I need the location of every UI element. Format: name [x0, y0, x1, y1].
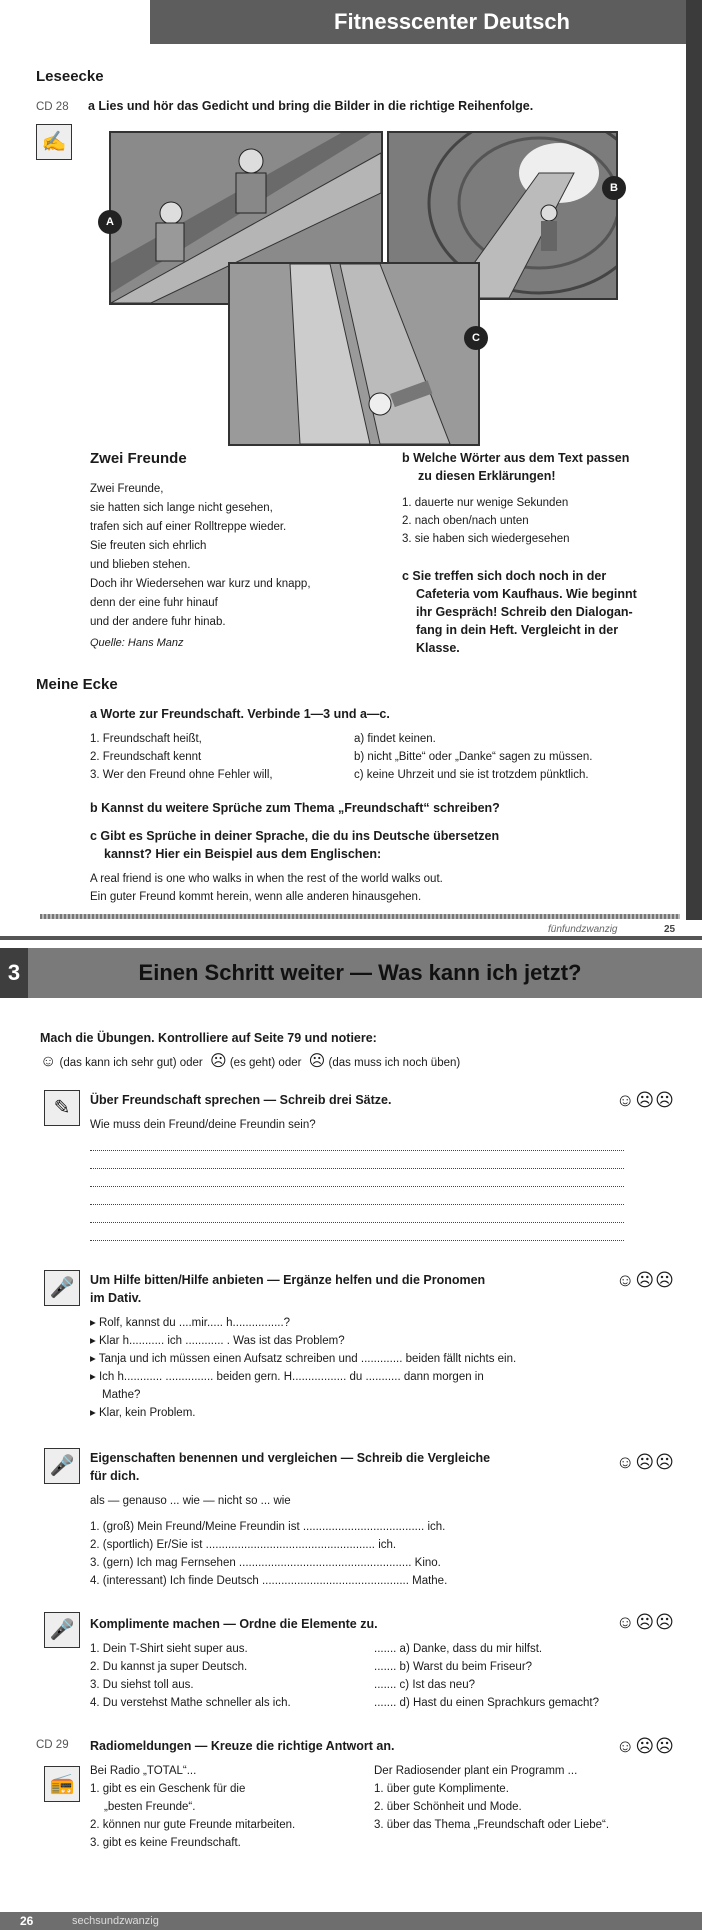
s4-left-2: 2. Du kannst ja super Deutsch.	[90, 1661, 248, 1673]
s4-right-b: ....... b) Warst du beim Friseur?	[374, 1661, 533, 1673]
writing-icon: ✎	[44, 1090, 80, 1126]
poem-title: Zwei Freunde	[90, 450, 187, 467]
proverb-right-b: b) nicht „Bitte“ oder „Danke“ sagen zu müssen.	[354, 751, 593, 763]
example-english: A real friend is one who walks in when the rest of the world walks out.	[90, 873, 443, 885]
meine-ecke-task-b: b Kannst du weitere Sprüche zum Thema „Freundschaft“ schreiben?	[90, 801, 500, 815]
poem-line-3: trafen sich auf einer Rolltreppe wieder.	[90, 521, 287, 533]
s5-left-1: 1. gibt es ein Geschenk für die	[90, 1783, 246, 1795]
s5-right-1: 1. über gute Komplimente.	[374, 1783, 509, 1795]
answer-line-2[interactable]	[90, 1168, 624, 1169]
microphone-icon: 🎤	[44, 1448, 80, 1484]
s4-left-1: 1. Dein T-Shirt sieht super aus.	[90, 1643, 248, 1655]
proverb-right-c: c) keine Uhrzeit und sie ist trotzdem pünktlich.	[354, 769, 589, 781]
s2-line-2: ▸ Klar h........... ich ............ . Was ist das Problem?	[90, 1335, 345, 1347]
s3-title-1: Eigenschaften benennen und vergleichen — Schreib die Vergleiche	[90, 1451, 491, 1465]
s4-left-4: 4. Du verstehst Mathe schneller als ich.	[90, 1697, 291, 1709]
answer-line-4[interactable]	[90, 1204, 624, 1205]
page2-intro: Mach die Übungen. Kontrolliere auf Seite 79 und notiere:	[40, 1031, 377, 1045]
image-label-c: C	[464, 326, 488, 350]
reading-icon: ✍	[36, 124, 72, 160]
s3-smiley-checkboxes[interactable]: ☺☹☹	[616, 1452, 675, 1472]
s3-line-3: 3. (gern) Ich mag Fernsehen ...................................................... Kino.	[90, 1557, 441, 1569]
poem-line-4: Sie freuten sich ehrlich	[90, 540, 207, 552]
task-b-item-2: 2. nach oben/nach unten	[402, 515, 529, 527]
answer-line-1[interactable]	[90, 1150, 624, 1151]
s1-question: Wie muss dein Freund/deine Freundin sein?	[90, 1119, 316, 1131]
legend-bad: (das muss ich noch üben)	[328, 1057, 461, 1069]
s2-line-5: Mathe?	[102, 1389, 141, 1401]
section-title-leseecke: Leseecke	[36, 68, 104, 85]
s4-right-c: ....... c) Ist das neu?	[374, 1679, 475, 1691]
s2-line-6: ▸ Klar, kein Problem.	[90, 1407, 196, 1419]
s2-line-4: ▸ Ich h............ ............... beiden gern. H................. du ........... dann morgen in	[90, 1371, 484, 1383]
poem-source: Quelle: Hans Manz	[90, 637, 184, 649]
s3-hint: als — genauso ... wie — nicht so ... wie	[90, 1495, 291, 1507]
smiley-good-icon: ☺	[40, 1053, 57, 1070]
s1-title: Über Freundschaft sprechen — Schreib drei Sätze.	[90, 1093, 392, 1107]
s5-left-2: 2. können nur gute Freunde mitarbeiten.	[90, 1819, 296, 1831]
proverb-left-1: 1. Freundschaft heißt,	[90, 733, 202, 745]
proverb-left-2: 2. Freundschaft kennt	[90, 751, 202, 763]
s5-right-2: 2. über Schönheit und Mode.	[374, 1801, 522, 1813]
task-b-heading-2: zu diesen Erklärungen!	[418, 469, 556, 483]
s5-left-3: 3. gibt es keine Freundschaft.	[90, 1837, 241, 1849]
s5-left-1b: „besten Freunde“.	[104, 1801, 196, 1813]
poem-line-7: denn der eine fuhr hinauf	[90, 597, 218, 609]
page2-footer-num: 26	[20, 1914, 34, 1928]
task-b-item-3: 3. sie haben sich wiedergesehen	[402, 533, 570, 545]
answer-line-3[interactable]	[90, 1186, 624, 1187]
task-b-heading-1: b Welche Wörter aus dem Text passen	[402, 451, 630, 465]
example-german: Ein guter Freund kommt herein, wenn alle anderen hinausgehen.	[90, 891, 422, 903]
s2-line-3: ▸ Tanja und ich müssen einen Aufsatz schreiben und ............. beiden fällt nichts ein.	[90, 1353, 517, 1365]
s2-title-1: Um Hilfe bitten/Hilfe anbieten — Ergänze helfen und die Pronomen	[90, 1273, 486, 1287]
s5-smiley-checkboxes[interactable]: ☺☹☹	[616, 1736, 675, 1756]
poem-line-1: Zwei Freunde,	[90, 483, 164, 495]
legend-good: (das kann ich sehr gut) oder	[59, 1057, 203, 1069]
section-title-meine-ecke: Meine Ecke	[36, 676, 118, 693]
meine-ecke-task-c-1: c Gibt es Sprüche in deiner Sprache, die du ins Deutsche übersetzen	[90, 829, 500, 843]
s2-smiley-checkboxes[interactable]: ☺☹☹	[616, 1270, 675, 1290]
task-c-line-1: c Sie treffen sich doch noch in der	[402, 569, 607, 583]
smiley-bad-icon: ☹	[308, 1053, 326, 1070]
s4-right-d: ....... d) Hast du einen Sprachkurs gemacht?	[374, 1697, 600, 1709]
s4-smiley-checkboxes[interactable]: ☺☹☹	[616, 1612, 675, 1632]
meine-ecke-task-c-2: kannst? Hier ein Beispiel aus dem Englischen:	[104, 847, 382, 861]
s3-line-2: 2. (sportlich) Er/Sie ist ..................................................... ich.	[90, 1539, 397, 1551]
chapter-title: Einen Schritt weiter — Was kann ich jetzt?	[138, 960, 582, 985]
poem-line-2: sie hatten sich lange nicht gesehen,	[90, 502, 273, 514]
cd-label-29: CD 29	[36, 1739, 69, 1751]
meine-ecke-task-a: a Worte zur Freundschaft. Verbinde 1—3 und a—c.	[90, 707, 390, 721]
poem-line-6: Doch ihr Wiedersehen war kurz und knapp,	[90, 578, 311, 590]
image-label-a: A	[98, 210, 122, 234]
illustration-c	[228, 262, 480, 446]
radio-icon: 📻	[44, 1766, 80, 1802]
task-c-line-5: Klasse.	[416, 641, 460, 655]
s5-right-head: Der Radiosender plant ein Programm ...	[374, 1765, 578, 1777]
task-b-item-1: 1. dauerte nur wenige Sekunden	[402, 497, 569, 509]
s5-title: Radiomeldungen — Kreuze die richtige Antwort an.	[90, 1739, 395, 1753]
s3-title-2: für dich.	[90, 1469, 140, 1483]
s2-title-2: im Dativ.	[90, 1291, 142, 1305]
poem-line-8: und der andere fuhr hinab.	[90, 616, 226, 628]
answer-line-5[interactable]	[90, 1222, 624, 1223]
task-c-line-3: ihr Gespräch! Schreib den Dialogan-	[416, 605, 633, 619]
task-c-line-2: Cafeteria vom Kaufhaus. Wie beginnt	[416, 587, 637, 601]
s4-right-a: ....... a) Danke, dass du mir hilfst.	[374, 1643, 543, 1655]
proverb-right-a: a) findet keinen.	[354, 733, 436, 745]
instruction-a: a Lies und hör das Gedicht und bring die Bilder in die richtige Reihenfolge.	[88, 99, 534, 113]
s1-smiley-checkboxes[interactable]: ☺☹☹	[616, 1090, 675, 1110]
page-header-title: Fitnesscenter Deutsch	[334, 9, 570, 34]
page-edge-shadow	[686, 0, 702, 920]
page1-footer-num: 25	[664, 924, 676, 935]
s3-line-4: 4. (interessant) Ich finde Deutsch .............................................. Mathe.	[90, 1575, 448, 1587]
s3-line-1: 1. (groß) Mein Freund/Meine Freundin ist ...................................... ich.	[90, 1521, 446, 1533]
task-c-line-4: fang in dein Heft. Vergleicht in der	[416, 623, 619, 637]
s4-left-3: 3. Du siehst toll aus.	[90, 1679, 194, 1691]
page-divider	[0, 936, 702, 940]
legend-mid: (es geht) oder	[229, 1057, 302, 1069]
microphone-icon: 🎤	[44, 1612, 80, 1648]
s5-right-3: 3. über das Thema „Freundschaft oder Liebe“.	[374, 1819, 610, 1831]
legend-row	[40, 1054, 460, 1071]
microphone-icon: 🎤	[44, 1270, 80, 1306]
proverb-left-3: 3. Wer den Freund ohne Fehler will,	[90, 769, 273, 781]
page1-bottom-rule	[40, 914, 680, 919]
image-label-b: B	[602, 176, 626, 200]
poem-line-5: und blieben stehen.	[90, 559, 191, 571]
smiley-mid-icon: ☹	[209, 1053, 227, 1070]
page2-footer-word: sechsundzwanzig	[72, 1915, 159, 1927]
answer-line-6[interactable]	[90, 1240, 624, 1241]
chapter-number: 3	[0, 948, 28, 998]
s2-line-1: ▸ Rolf, kannst du ....mir..... h................?	[90, 1317, 291, 1329]
s5-left-head: Bei Radio „TOTAL“...	[90, 1765, 197, 1777]
s4-title: Komplimente machen — Ordne die Elemente zu.	[90, 1617, 378, 1631]
page1-footer-word: fünfundzwanzig	[548, 924, 618, 935]
cd-label: CD 28	[36, 101, 69, 113]
